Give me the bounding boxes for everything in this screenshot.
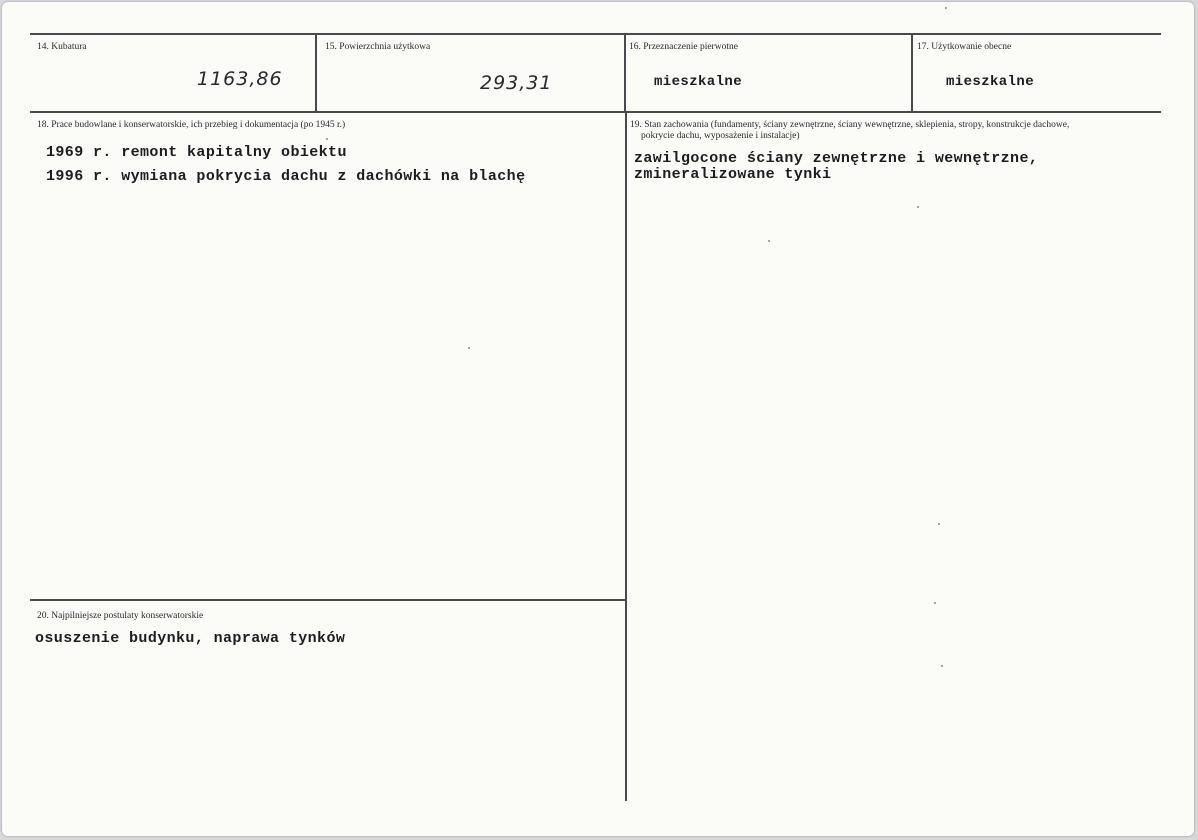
paper-speck: [468, 347, 470, 349]
main-vertical-divider: [625, 111, 627, 801]
divider-14-15: [315, 33, 317, 113]
divider-15-16: [624, 33, 626, 113]
uzytkowanie-value: mieszkalne: [946, 74, 1035, 90]
kubatura-value: 1163,86: [197, 68, 283, 90]
top-rule: [30, 33, 1161, 35]
prace-line-1: 1969 r. remont kapitalny obiektu: [46, 144, 347, 161]
paper-speck: [934, 602, 936, 604]
przeznaczenie-label: 16. Przeznaczenie pierwotne: [629, 42, 738, 52]
przeznaczenie-value: mieszkalne: [654, 74, 743, 90]
postulaty-value: osuszenie budynku, naprawa tynków: [35, 630, 346, 647]
stan-label-line-2: pokrycie dachu, wyposażenie i instalacje): [641, 131, 800, 141]
kubatura-label: 14. Kubatura: [37, 42, 87, 52]
uzytkowanie-label: 17. Użytkowanie obecne: [917, 42, 1012, 52]
paper-speck: [938, 523, 940, 525]
powierzchnia-value: 293,31: [480, 72, 553, 94]
paper-speck: [941, 665, 943, 667]
powierzchnia-label: 15. Powierzchnia użytkowa: [325, 42, 431, 52]
divider-16-17: [911, 33, 913, 113]
stan-label-line-1: 19. Stan zachowania (fundamenty, ściany zewnętrzne, ściany wewnętrzne, sklepienia, stropy, konstrukcje dachowe,: [630, 120, 1070, 130]
postulaty-label: 20. Najpilniejsze postulaty konserwatorskie: [37, 611, 204, 621]
prace-line-2: 1996 r. wymiana pokrycia dachu z dachówki na blachę: [46, 168, 526, 185]
paper-speck: [326, 138, 328, 140]
paper-speck: [917, 206, 919, 208]
stan-line-2: zmineralizowane tynki: [634, 166, 832, 183]
prace-label: 18. Prace budowlane i konserwatorskie, ich przebieg i dokumentacja (po 1945 r.): [37, 120, 346, 130]
paper-speck: [768, 240, 770, 242]
section-20-top-rule: [30, 599, 627, 601]
paper-speck: [945, 7, 947, 9]
inventory-card: [2, 2, 1194, 836]
stan-line-1: zawilgocone ściany zewnętrzne i wewnętrzne,: [634, 150, 1039, 167]
row1-bottom-rule: [30, 111, 1161, 113]
